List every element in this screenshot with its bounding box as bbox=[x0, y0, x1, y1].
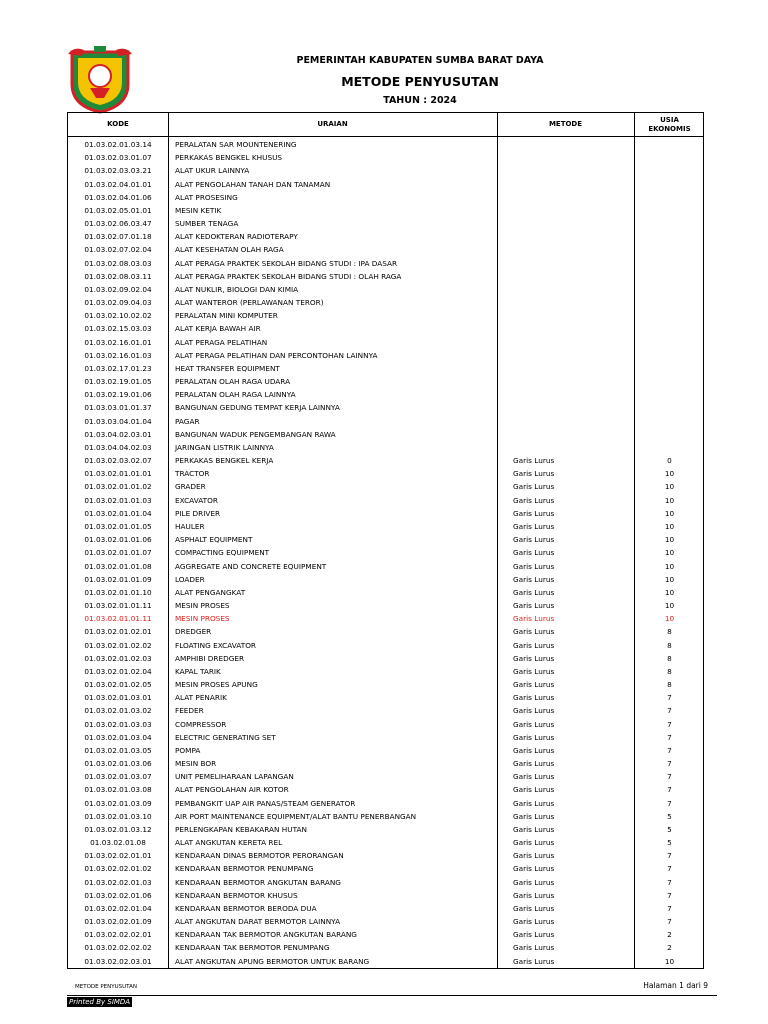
table-row bbox=[68, 678, 705, 691]
cell-metode: Garis Lurus bbox=[513, 930, 555, 940]
cell-uraian: POMPA bbox=[175, 745, 201, 755]
cell-kode: 01.03.02.02.02.02 bbox=[84, 943, 152, 953]
cell-usia: 5 bbox=[667, 824, 672, 834]
cell-kode: 01.03.02.01.01.08 bbox=[84, 561, 152, 571]
cell-uraian: MESIN PROSES APUNG bbox=[175, 680, 258, 690]
table-row bbox=[68, 902, 705, 915]
table-row bbox=[68, 928, 705, 941]
printed-by-stamp: Printed By SIMDA bbox=[69, 998, 131, 1006]
cell-usia: 2 bbox=[667, 943, 672, 953]
cell-usia: 10 bbox=[664, 521, 675, 531]
cell-metode: Garis Lurus bbox=[513, 772, 555, 782]
cell-kode: 01.03.02.01.03.03 bbox=[84, 719, 152, 729]
cell-uraian: HAULER bbox=[175, 521, 205, 531]
cell-metode: Garis Lurus bbox=[513, 785, 555, 795]
cell-metode: Garis Lurus bbox=[513, 601, 555, 611]
cell-kode: 01.03.02.08.03.11 bbox=[84, 271, 152, 281]
cell-uraian: COMPACTING EQUIPMENT bbox=[175, 548, 270, 558]
table-row bbox=[68, 520, 705, 533]
cell-metode: Garis Lurus bbox=[513, 508, 555, 518]
cell-kode: 01.03.02.19.01.06 bbox=[84, 390, 152, 400]
table-row bbox=[68, 560, 705, 573]
table-row bbox=[68, 217, 705, 230]
cell-uraian: ALAT PERAGA PELATIHAN bbox=[175, 337, 268, 347]
page-indicator: Halaman 1 dari 9 bbox=[643, 981, 708, 990]
cell-uraian: FLOATING EXCAVATOR bbox=[175, 640, 257, 650]
table-row bbox=[68, 955, 705, 968]
cell-usia: 7 bbox=[667, 903, 672, 913]
cell-uraian: ALAT KEDOKTERAN RADIOTERAPY bbox=[175, 232, 298, 242]
cell-uraian: PERALATAN OLAH RAGA LAINNYA bbox=[175, 390, 296, 400]
table-row bbox=[68, 480, 705, 493]
column-header-kode: KODE bbox=[107, 120, 129, 128]
table-row bbox=[68, 665, 705, 678]
table-row bbox=[68, 862, 705, 875]
cell-kode: 01.03.02.01.02.02 bbox=[84, 640, 152, 650]
cell-kode: 01.03.02.01.01.01 bbox=[84, 469, 152, 479]
cell-kode: 01.03.02.01.01.11 bbox=[84, 614, 152, 624]
table-row bbox=[68, 362, 705, 375]
cell-kode: 01.03.02.01.03.05 bbox=[84, 745, 152, 755]
cell-uraian: BANGUNAN WADUK PENGEMBANGAN RAWA bbox=[175, 429, 336, 439]
table-row bbox=[68, 599, 705, 612]
cell-uraian: PILE DRIVER bbox=[175, 508, 221, 518]
cell-kode: 01.03.02.10.02.02 bbox=[84, 311, 152, 321]
cell-metode: Garis Lurus bbox=[513, 890, 555, 900]
cell-metode: Garis Lurus bbox=[513, 482, 555, 492]
cell-uraian: KENDARAAN BERMOTOR ANGKUTAN BARANG bbox=[175, 877, 341, 887]
table-row bbox=[68, 428, 705, 441]
table-row bbox=[68, 533, 705, 546]
cell-usia: 7 bbox=[667, 851, 672, 861]
table-row bbox=[68, 191, 705, 204]
cell-uraian: PAGAR bbox=[175, 416, 200, 426]
cell-kode: 01.03.02.01.02.01 bbox=[84, 627, 152, 637]
cell-uraian: FEEDER bbox=[175, 706, 204, 716]
cell-metode: Garis Lurus bbox=[513, 469, 555, 479]
cell-metode: Garis Lurus bbox=[513, 903, 555, 913]
cell-uraian: ALAT PERAGA PRAKTEK SEKOLAH BIDANG STUDI : OLAH RAGA bbox=[175, 271, 402, 281]
cell-kode: 01.03.02.01.02.03 bbox=[84, 653, 152, 663]
cell-metode: Garis Lurus bbox=[513, 811, 555, 821]
cell-metode: Garis Lurus bbox=[513, 521, 555, 531]
cell-kode: 01.03.02.01.01.04 bbox=[84, 508, 152, 518]
table-row bbox=[68, 283, 705, 296]
cell-usia: 7 bbox=[667, 785, 672, 795]
table-row bbox=[68, 507, 705, 520]
table-row bbox=[68, 494, 705, 507]
cell-usia: 7 bbox=[667, 732, 672, 742]
cell-kode: 01.03.02.01.03.04 bbox=[84, 732, 152, 742]
cell-usia: 0 bbox=[667, 456, 672, 466]
table-row bbox=[68, 876, 705, 889]
cell-usia: 10 bbox=[664, 561, 675, 571]
table-row bbox=[68, 375, 705, 388]
cell-uraian: ALAT ANGKUTAN DARAT BERMOTOR LAINNYA bbox=[175, 917, 341, 927]
cell-usia: 8 bbox=[667, 680, 672, 690]
cell-uraian: GRADER bbox=[175, 482, 206, 492]
table-row bbox=[68, 810, 705, 823]
cell-uraian: UNIT PEMELIHARAAN LAPANGAN bbox=[175, 772, 294, 782]
cell-kode: 01.03.02.01.03.09 bbox=[84, 798, 152, 808]
cell-metode: Garis Lurus bbox=[513, 693, 555, 703]
table-row bbox=[68, 941, 705, 954]
table-row bbox=[68, 612, 705, 625]
table-row bbox=[68, 243, 705, 256]
table-row bbox=[68, 573, 705, 586]
cell-metode: Garis Lurus bbox=[513, 917, 555, 927]
cell-metode: Garis Lurus bbox=[513, 824, 555, 834]
cell-metode: Garis Lurus bbox=[513, 680, 555, 690]
cell-metode: Garis Lurus bbox=[513, 864, 555, 874]
table-row bbox=[68, 296, 705, 309]
cell-usia: 7 bbox=[667, 719, 672, 729]
cell-metode: Garis Lurus bbox=[513, 627, 555, 637]
cell-uraian: ALAT NUKLIR, BIOLOGI DAN KIMIA bbox=[175, 284, 299, 294]
cell-metode: Garis Lurus bbox=[513, 614, 555, 624]
cell-kode: 01.03.02.01.01.02 bbox=[84, 482, 152, 492]
cell-usia: 8 bbox=[667, 666, 672, 676]
cell-metode: Garis Lurus bbox=[513, 838, 555, 848]
table-row bbox=[68, 151, 705, 164]
table-row bbox=[68, 849, 705, 862]
cell-metode: Garis Lurus bbox=[513, 745, 555, 755]
cell-kode: 01.03.02.02.01.09 bbox=[84, 917, 152, 927]
footer-divider bbox=[67, 995, 717, 996]
cell-kode: 01.03.02.01.01.10 bbox=[84, 587, 152, 597]
cell-kode: 01.03.02.08.03.03 bbox=[84, 258, 152, 268]
cell-uraian: PERALATAN OLAH RAGA UDARA bbox=[175, 377, 291, 387]
cell-metode: Garis Lurus bbox=[513, 798, 555, 808]
cell-uraian: ALAT PERAGA PRAKTEK SEKOLAH BIDANG STUDI : IPA DASAR bbox=[175, 258, 398, 268]
table-row bbox=[68, 349, 705, 362]
cell-usia: 5 bbox=[667, 811, 672, 821]
cell-metode: Garis Lurus bbox=[513, 943, 555, 953]
cell-kode: 01.03.02.17.01.23 bbox=[84, 363, 152, 373]
cell-usia: 7 bbox=[667, 798, 672, 808]
cell-usia: 8 bbox=[667, 627, 672, 637]
cell-kode: 01.03.02.02.03.01 bbox=[84, 956, 152, 966]
table-row bbox=[68, 441, 705, 454]
cell-uraian: KENDARAAN BERMOTOR KHUSUS bbox=[175, 890, 298, 900]
cell-uraian: ELECTRIC GENERATING SET bbox=[175, 732, 276, 742]
cell-uraian: COMPRESSOR bbox=[175, 719, 227, 729]
table-row bbox=[68, 718, 705, 731]
cell-kode: 01.03.03.04.01.04 bbox=[84, 416, 152, 426]
column-header-usia: USIA EKONOMIS bbox=[648, 115, 691, 133]
table-row bbox=[68, 915, 705, 928]
cell-kode: 01.03.02.15.03.03 bbox=[84, 324, 152, 334]
cell-metode: Garis Lurus bbox=[513, 851, 555, 861]
cell-uraian: JARINGAN LISTRIK LAINNYA bbox=[175, 442, 274, 452]
cell-kode: 01.03.02.02.01.02 bbox=[84, 864, 152, 874]
cell-usia: 10 bbox=[664, 587, 675, 597]
cell-uraian: PERALATAN MINI KOMPUTER bbox=[175, 311, 278, 321]
regency-coat-of-arms-icon bbox=[64, 44, 136, 114]
cell-kode: 01.03.02.02.01.06 bbox=[84, 890, 152, 900]
cell-usia: 7 bbox=[667, 693, 672, 703]
cell-metode: Garis Lurus bbox=[513, 732, 555, 742]
cell-usia: 7 bbox=[667, 877, 672, 887]
table-row bbox=[68, 783, 705, 796]
cell-uraian: ALAT PENGOLAHAN AIR KOTOR bbox=[175, 785, 289, 795]
cell-metode: Garis Lurus bbox=[513, 666, 555, 676]
cell-metode: Garis Lurus bbox=[513, 548, 555, 558]
cell-usia: 10 bbox=[664, 469, 675, 479]
cell-uraian: ALAT PENARIK bbox=[175, 693, 227, 703]
cell-kode: 01.03.02.01.08 bbox=[90, 838, 146, 848]
cell-metode: Garis Lurus bbox=[513, 759, 555, 769]
table-row bbox=[68, 691, 705, 704]
cell-usia: 8 bbox=[667, 640, 672, 650]
cell-uraian: ALAT PENGANGKAT bbox=[175, 587, 246, 597]
cell-uraian: KENDARAAN BERMOTOR BERODA DUA bbox=[175, 903, 317, 913]
cell-kode: 01.03.02.16.01.01 bbox=[84, 337, 152, 347]
cell-uraian: BANGUNAN GEDUNG TEMPAT KERJA LAINNYA bbox=[175, 403, 340, 413]
cell-uraian: PERLENGKAPAN KEBAKARAN HUTAN bbox=[175, 824, 307, 834]
table-body bbox=[68, 138, 705, 968]
cell-kode: 01.03.02.01.01.03 bbox=[84, 495, 152, 505]
cell-uraian: KAPAL TARIK bbox=[175, 666, 221, 676]
table-row bbox=[68, 309, 705, 322]
depreciation-table bbox=[67, 112, 704, 969]
cell-kode: 01.03.03.01.01.37 bbox=[84, 403, 152, 413]
cell-uraian: PERKAKAS BENGKEL KERJA bbox=[175, 456, 274, 466]
cell-usia: 5 bbox=[667, 838, 672, 848]
cell-metode: Garis Lurus bbox=[513, 495, 555, 505]
cell-metode: Garis Lurus bbox=[513, 456, 555, 466]
cell-kode: 01.03.02.01.03.01 bbox=[84, 693, 152, 703]
table-row bbox=[68, 401, 705, 414]
cell-uraian: ALAT WANTEROR (PERLAWANAN TEROR) bbox=[175, 298, 324, 308]
table-row bbox=[68, 454, 705, 467]
cell-usia: 7 bbox=[667, 890, 672, 900]
cell-usia: 7 bbox=[667, 759, 672, 769]
table-row bbox=[68, 625, 705, 638]
cell-kode: 01.03.02.01.03.02 bbox=[84, 706, 152, 716]
table-row bbox=[68, 586, 705, 599]
table-row bbox=[68, 704, 705, 717]
cell-metode: Garis Lurus bbox=[513, 956, 555, 966]
table-row bbox=[68, 639, 705, 652]
cell-usia: 10 bbox=[664, 548, 675, 558]
cell-kode: 01.03.02.01.02.05 bbox=[84, 680, 152, 690]
table-row bbox=[68, 257, 705, 270]
cell-kode: 01.03.02.01.02.04 bbox=[84, 666, 152, 676]
table-row bbox=[68, 388, 705, 401]
cell-kode: 01.03.02.01.01.07 bbox=[84, 548, 152, 558]
cell-usia: 7 bbox=[667, 745, 672, 755]
cell-usia: 10 bbox=[664, 508, 675, 518]
cell-usia: 2 bbox=[667, 930, 672, 940]
table-row bbox=[68, 797, 705, 810]
cell-kode: 01.03.02.01.01.11 bbox=[84, 601, 152, 611]
cell-uraian: KENDARAAN DINAS BERMOTOR PERORANGAN bbox=[175, 851, 344, 861]
cell-uraian: AIR PORT MAINTENANCE EQUIPMENT/ALAT BANTU PENERBANGAN bbox=[175, 811, 417, 821]
cell-kode: 01.03.02.03.01.07 bbox=[84, 153, 152, 163]
cell-kode: 01.03.02.01.03.10 bbox=[84, 811, 152, 821]
cell-kode: 01.03.02.03.02.07 bbox=[84, 456, 152, 466]
cell-kode: 01.03.02.05.01.01 bbox=[84, 205, 152, 215]
government-heading: PEMERINTAH KABUPATEN SUMBA BARAT DAYA bbox=[296, 55, 544, 66]
cell-kode: 01.03.02.01.03.06 bbox=[84, 759, 152, 769]
cell-kode: 01.03.02.02.01.01 bbox=[84, 851, 152, 861]
cell-uraian: MESIN KETIK bbox=[175, 205, 222, 215]
cell-usia: 8 bbox=[667, 653, 672, 663]
cell-usia: 7 bbox=[667, 772, 672, 782]
cell-uraian: ALAT PERAGA PELATIHAN DAN PERCONTOHAN LAINNYA bbox=[175, 350, 378, 360]
cell-kode: 01.03.02.01.03.14 bbox=[84, 140, 152, 149]
footer-document-name: METODE PENYUSUTAN bbox=[75, 984, 137, 990]
cell-kode: 01.03.02.09.04.03 bbox=[84, 298, 152, 308]
cell-uraian: ALAT ANGKUTAN APUNG BERMOTOR UNTUK BARANG bbox=[175, 956, 370, 966]
cell-uraian: ASPHALT EQUIPMENT bbox=[175, 535, 253, 545]
cell-kode: 01.03.02.02.02.01 bbox=[84, 930, 152, 940]
cell-kode: 01.03.02.07.01.18 bbox=[84, 232, 152, 242]
table-row bbox=[68, 204, 705, 217]
table-row bbox=[68, 770, 705, 783]
table-row bbox=[68, 164, 705, 177]
table-row bbox=[68, 467, 705, 480]
cell-uraian: PERALATAN SAR MOUNTENERING bbox=[175, 140, 297, 149]
cell-kode: 01.03.02.01.01.06 bbox=[84, 535, 152, 545]
cell-uraian: ALAT KESEHATAN OLAH RAGA bbox=[175, 245, 284, 255]
document-year: TAHUN : 2024 bbox=[383, 95, 457, 106]
cell-uraian: LOADER bbox=[175, 574, 205, 584]
cell-uraian: HEAT TRANSFER EQUIPMENT bbox=[175, 363, 280, 373]
cell-kode: 01.03.02.01.03.12 bbox=[84, 824, 152, 834]
cell-kode: 01.03.02.16.01.03 bbox=[84, 350, 152, 360]
cell-usia: 10 bbox=[664, 535, 675, 545]
cell-usia: 7 bbox=[667, 706, 672, 716]
cell-kode: 01.03.02.01.01.09 bbox=[84, 574, 152, 584]
table-row bbox=[68, 731, 705, 744]
cell-metode: Garis Lurus bbox=[513, 535, 555, 545]
table-row bbox=[68, 138, 705, 151]
cell-uraian: ALAT PENGOLAHAN TANAH DAN TANAMAN bbox=[175, 179, 331, 189]
table-row bbox=[68, 889, 705, 902]
cell-metode: Garis Lurus bbox=[513, 719, 555, 729]
cell-usia: 10 bbox=[664, 601, 675, 611]
cell-kode: 01.03.02.07.02.04 bbox=[84, 245, 152, 255]
cell-uraian: PERKAKAS BENGKEL KHUSUS bbox=[175, 153, 283, 163]
header-divider bbox=[68, 136, 703, 137]
cell-uraian: ALAT KERJA BAWAH AIR bbox=[175, 324, 261, 334]
cell-uraian: MESIN BOR bbox=[175, 759, 217, 769]
cell-metode: Garis Lurus bbox=[513, 653, 555, 663]
table-row bbox=[68, 178, 705, 191]
cell-uraian: SUMBER TENAGA bbox=[175, 219, 239, 229]
table-row bbox=[68, 415, 705, 428]
table-row bbox=[68, 322, 705, 335]
table-row bbox=[68, 270, 705, 283]
cell-usia: 10 bbox=[664, 574, 675, 584]
table-row bbox=[68, 336, 705, 349]
cell-uraian: ALAT PROSESING bbox=[175, 192, 238, 202]
cell-uraian: DREDGER bbox=[175, 627, 212, 637]
cell-usia: 10 bbox=[664, 482, 675, 492]
cell-uraian: ALAT ANGKUTAN KERETA REL bbox=[175, 838, 283, 848]
cell-uraian: MESIN PROSES bbox=[175, 614, 230, 624]
cell-uraian: ALAT UKUR LAINNYA bbox=[175, 166, 250, 176]
cell-kode: 01.03.02.01.01.05 bbox=[84, 521, 152, 531]
table-row bbox=[68, 757, 705, 770]
cell-usia: 10 bbox=[664, 956, 675, 966]
cell-uraian: TRACTOR bbox=[175, 469, 210, 479]
cell-kode: 01.03.04.02.03.01 bbox=[84, 429, 152, 439]
cell-metode: Garis Lurus bbox=[513, 877, 555, 887]
document-title: METODE PENYUSUTAN bbox=[341, 74, 499, 89]
cell-kode: 01.03.02.01.03.07 bbox=[84, 772, 152, 782]
table-row bbox=[68, 652, 705, 665]
cell-uraian: KENDARAAN TAK BERMOTOR ANGKUTAN BARANG bbox=[175, 930, 357, 940]
cell-uraian: KENDARAAN TAK BERMOTOR PENUMPANG bbox=[175, 943, 330, 953]
cell-metode: Garis Lurus bbox=[513, 587, 555, 597]
cell-metode: Garis Lurus bbox=[513, 706, 555, 716]
column-header-uraian: URAIAN bbox=[317, 120, 348, 128]
cell-uraian: MESIN PROSES bbox=[175, 601, 230, 611]
cell-kode: 01.03.02.06.03.47 bbox=[84, 219, 152, 229]
cell-kode: 01.03.02.04.01.06 bbox=[84, 192, 152, 202]
cell-kode: 01.03.04.04.02.03 bbox=[84, 442, 152, 452]
cell-usia: 10 bbox=[664, 614, 675, 624]
cell-uraian: KENDARAAN BERMOTOR PENUMPANG bbox=[175, 864, 314, 874]
cell-metode: Garis Lurus bbox=[513, 574, 555, 584]
table-row bbox=[68, 230, 705, 243]
cell-metode: Garis Lurus bbox=[513, 640, 555, 650]
cell-usia: 7 bbox=[667, 917, 672, 927]
cell-uraian: PEMBANGKIT UAP AIR PANAS/STEAM GENERATOR bbox=[175, 798, 356, 808]
cell-kode: 01.03.02.03.03.21 bbox=[84, 166, 152, 176]
cell-uraian: EXCAVATOR bbox=[175, 495, 218, 505]
cell-kode: 01.03.02.19.01.05 bbox=[84, 377, 152, 387]
cell-kode: 01.03.02.09.02.04 bbox=[84, 284, 152, 294]
cell-kode: 01.03.02.01.03.08 bbox=[84, 785, 152, 795]
cell-uraian: AMPHIBI DREDGER bbox=[175, 653, 245, 663]
cell-metode: Garis Lurus bbox=[513, 561, 555, 571]
cell-usia: 7 bbox=[667, 864, 672, 874]
table-row bbox=[68, 546, 705, 559]
cell-kode: 01.03.02.02.01.03 bbox=[84, 877, 152, 887]
cell-kode: 01.03.02.02.01.04 bbox=[84, 903, 152, 913]
cell-kode: 01.03.02.04.01.01 bbox=[84, 179, 152, 189]
cell-usia: 10 bbox=[664, 495, 675, 505]
table-row bbox=[68, 836, 705, 849]
table-row bbox=[68, 744, 705, 757]
table-row bbox=[68, 823, 705, 836]
column-header-metode: METODE bbox=[548, 120, 583, 128]
cell-uraian: AGGREGATE AND CONCRETE EQUIPMENT bbox=[175, 561, 327, 571]
